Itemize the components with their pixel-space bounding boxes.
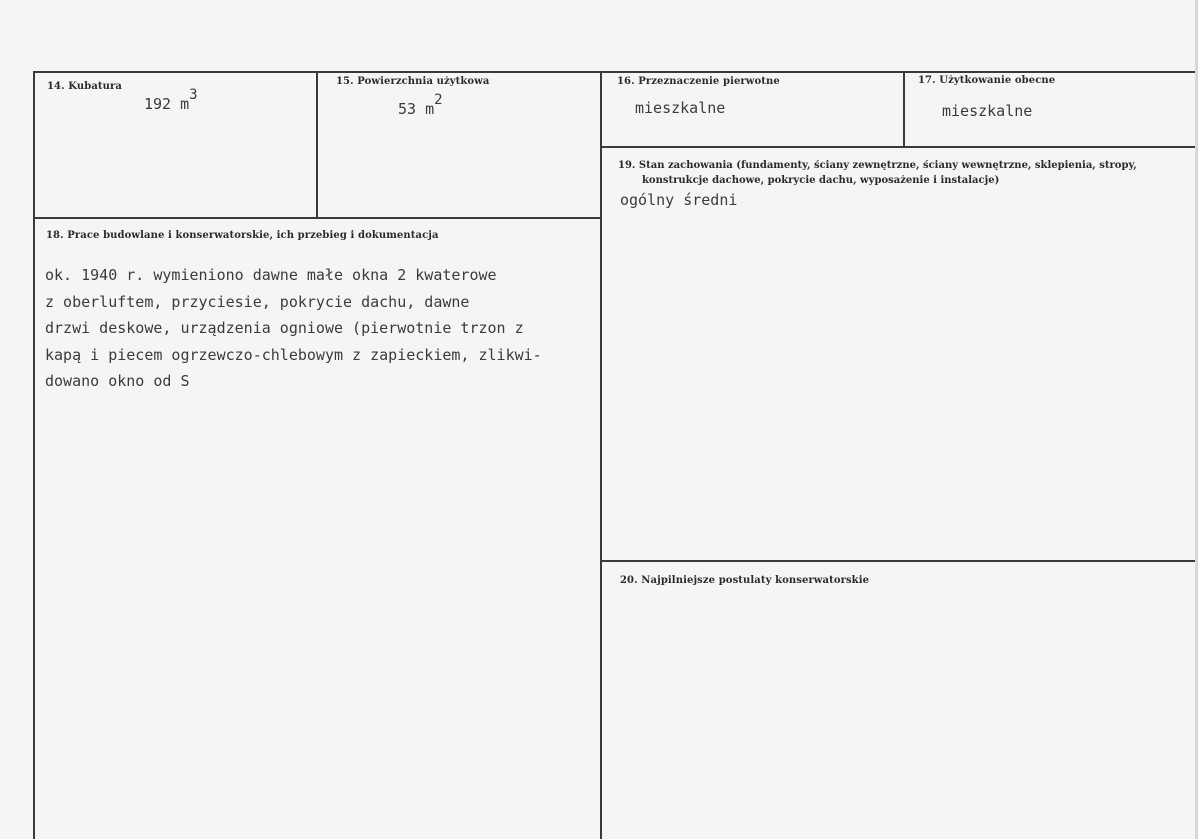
kubatura-label: 14. Kubatura xyxy=(47,81,122,92)
postulaty-label: 20. Najpilniejsze postulaty konserwatorskie xyxy=(620,575,870,586)
kubatura-exponent: 3 xyxy=(189,87,198,103)
kubatura-value-text: 192 m xyxy=(144,95,190,113)
divider-15-16 xyxy=(600,71,602,839)
prace-label: 18. Prace budowlane i konserwatorskie, ich przebieg i dokumentacja xyxy=(46,230,439,241)
kubatura-value xyxy=(144,87,198,113)
prace-line: z oberluftem, przyciesie, pokrycie dachu, dawne xyxy=(45,292,470,311)
przeznaczenie-value: mieszkalne xyxy=(635,99,726,117)
powierzchnia-exponent: 2 xyxy=(434,92,443,108)
divider-row-16-19 xyxy=(600,146,1198,148)
stan-label-line1: 19. Stan zachowania (fundamenty, ściany zewnętrzne, ściany wewnętrzne, sklepienia, stropy, xyxy=(618,160,1137,171)
powierzchnia-value xyxy=(398,92,443,118)
prace-line: dowano okno od S xyxy=(45,372,190,390)
divider-16-17 xyxy=(903,71,905,147)
top-border-line xyxy=(33,71,1198,73)
prace-line: kapą i piecem ogrzewczo-chlebowym z zapieckiem, zlikwi- xyxy=(45,345,542,364)
left-border-line xyxy=(33,71,35,839)
uzytkowanie-label: 17. Użytkowanie obecne xyxy=(918,75,1056,86)
divider-row-14-18 xyxy=(33,217,601,219)
prace-line: drzwi deskowe, urządzenia ogniowe (pierwotnie trzon z xyxy=(45,319,524,337)
powierzchnia-value-text: 53 m xyxy=(398,100,435,118)
stan-value: ogólny średni xyxy=(620,191,738,209)
stan-label xyxy=(618,158,1137,188)
divider-14-15 xyxy=(316,71,318,218)
przeznaczenie-label: 16. Przeznaczenie pierwotne xyxy=(617,76,780,87)
prace-line: ok. 1940 r. wymieniono dawne małe okna 2 kwaterowe xyxy=(45,266,497,284)
stan-label-line2: konstrukcje dachowe, pokrycie dachu, wyposażenie i instalacje) xyxy=(642,175,1000,186)
powierzchnia-label: 15. Powierzchnia użytkowa xyxy=(336,76,490,87)
divider-row-19-20 xyxy=(600,560,1198,562)
uzytkowanie-value: mieszkalne xyxy=(942,102,1033,120)
prace-notes xyxy=(45,262,605,395)
